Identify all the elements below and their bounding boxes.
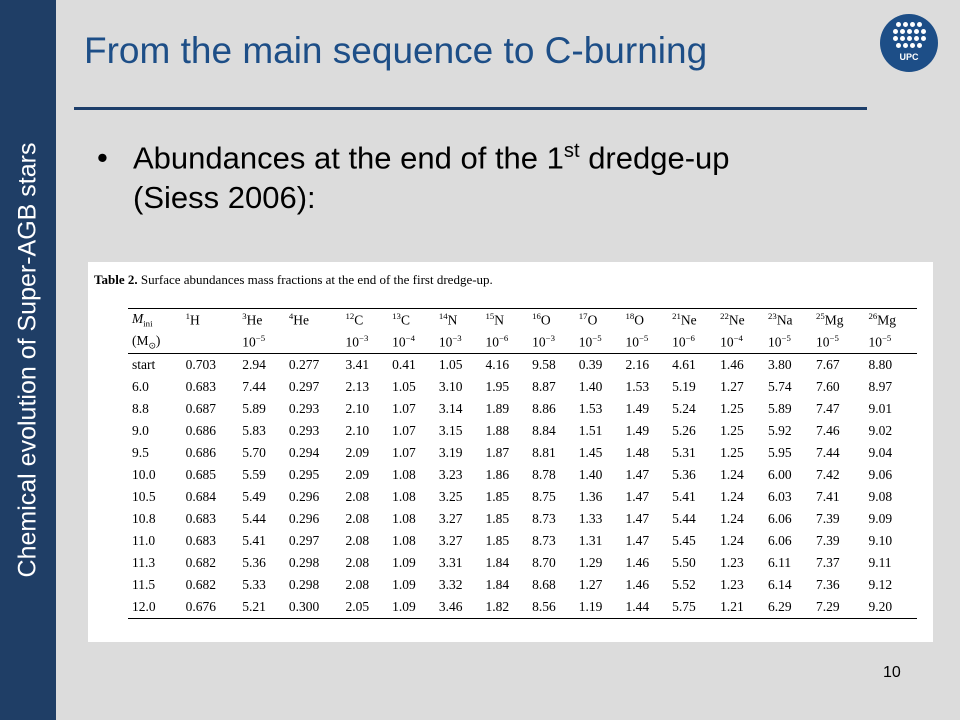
- table-caption-text: Surface abundances mass fractions at the end of the first dredge-up.: [137, 272, 493, 287]
- row-mass: 6.0: [132, 379, 149, 394]
- bullet-text-a: Abundances at the end of the 1: [133, 140, 564, 176]
- table-row: [128, 596, 917, 619]
- table-cell: 0.686: [185, 445, 217, 460]
- mass-unit-sub: ⊙: [148, 340, 156, 351]
- table-cell: 1.23: [720, 555, 744, 570]
- table-cell: 8.87: [532, 379, 556, 394]
- table-cell: 0.296: [288, 511, 320, 526]
- table-cell: 0.685: [185, 467, 217, 482]
- column-unit: $10^{-6}$: [668, 331, 716, 354]
- table-cell: 2.08: [345, 533, 370, 548]
- table-cell: 9.11: [868, 555, 892, 570]
- table-cell: 0.41: [392, 357, 416, 372]
- table-cell: 9.04: [868, 445, 893, 460]
- column-header: $^{26}$Mg: [864, 309, 917, 332]
- row-mass: 10.0: [132, 467, 156, 482]
- table-cell: 1.27: [720, 379, 744, 394]
- table-cell: 0.297: [288, 379, 320, 394]
- table-cell: 1.08: [392, 511, 416, 526]
- table-cell: 8.81: [532, 445, 556, 460]
- table-cell: 1.46: [720, 357, 744, 372]
- slide-title: From the main sequence to C-burning: [84, 30, 708, 71]
- upc-logo: [880, 14, 938, 72]
- logo-dot: [907, 29, 912, 34]
- table-cell: 1.45: [578, 445, 603, 460]
- table-cell: 0.683: [185, 511, 217, 526]
- table-cell: 1.21: [716, 596, 764, 619]
- table-cell: 1.33: [578, 511, 603, 526]
- table-unit-row: [128, 331, 917, 354]
- table-cell: 1.47: [625, 511, 650, 526]
- table-cell: 7.39: [816, 511, 840, 526]
- abundance-table: [128, 308, 917, 619]
- column-header: $^1$H: [182, 309, 239, 332]
- table-cell: 1.85: [485, 533, 510, 548]
- logo-dot: [896, 22, 901, 27]
- table-cell: 1.46: [625, 577, 650, 592]
- table-cell: 1.51: [578, 423, 603, 438]
- table-cell: 3.41: [345, 357, 370, 372]
- row-mass: 11.3: [132, 555, 156, 570]
- table-cell: 8.78: [532, 467, 556, 482]
- row-mass: start: [132, 357, 156, 372]
- table-cell: 0.684: [185, 489, 217, 504]
- table-cell: 3.80: [768, 357, 792, 372]
- column-header: $^4$He: [285, 309, 342, 332]
- table-cell: 7.41: [816, 489, 840, 504]
- table-cell: 5.44: [242, 511, 266, 526]
- column-unit: $10^{-3}$: [435, 331, 482, 354]
- column-unit: $10^{-5}$: [764, 331, 812, 354]
- table-cell: 0.293: [288, 423, 320, 438]
- table-cell: 1.24: [720, 533, 744, 548]
- table-cell: 8.84: [532, 423, 556, 438]
- table-cell: 2.09: [345, 467, 370, 482]
- column-header: $^{13}$C: [388, 309, 435, 332]
- table-cell: 0.682: [185, 555, 217, 570]
- table-cell: 3.23: [438, 467, 463, 482]
- table-cell: 5.70: [242, 445, 266, 460]
- table-cell: 5.45: [672, 533, 696, 548]
- table-caption-label: Table 2.: [94, 272, 138, 287]
- table-cell: 1.24: [720, 467, 744, 482]
- column-unit: [182, 331, 239, 354]
- table-row: [128, 442, 917, 464]
- column-header: $^{25}$Mg: [812, 309, 864, 332]
- table-cell: 0.297: [288, 533, 320, 548]
- table-cell: 0.295: [288, 467, 320, 482]
- table-cell: 5.36: [242, 555, 266, 570]
- bullet-line-2: (Siess 2006):: [133, 180, 316, 215]
- row-mass: 8.8: [132, 401, 149, 416]
- mass-unit: [128, 331, 182, 354]
- table-cell: 5.41: [672, 489, 696, 504]
- table-header-row: [128, 309, 917, 332]
- table-cell: 7.37: [816, 555, 840, 570]
- table-row: [128, 420, 917, 442]
- mass-unit-pre: (M: [132, 332, 149, 348]
- table-cell: 6.11: [768, 555, 792, 570]
- table-cell: 4.61: [672, 357, 696, 372]
- column-unit: $10^{-3}$: [528, 331, 575, 354]
- table-cell: 1.25: [720, 401, 744, 416]
- table-cell: 0.300: [285, 596, 342, 619]
- table-cell: 9.02: [868, 423, 893, 438]
- table-cell: 1.48: [625, 445, 650, 460]
- table-cell: 7.46: [816, 423, 840, 438]
- table-row: [128, 530, 917, 552]
- table-cell: 2.16: [625, 357, 650, 372]
- table-cell: 5.75: [668, 596, 716, 619]
- table-cell: 3.19: [438, 445, 463, 460]
- table-cell: 1.86: [485, 467, 510, 482]
- table-cell: 1.36: [578, 489, 603, 504]
- abundance-table-image: [88, 262, 933, 642]
- column-header: $^{21}$Ne: [668, 309, 716, 332]
- table-cell: 1.47: [625, 489, 650, 504]
- table-cell: 6.06: [768, 511, 792, 526]
- table-cell: 1.08: [392, 467, 416, 482]
- table-cell: 1.08: [392, 489, 416, 504]
- row-mass: 11.0: [132, 533, 156, 548]
- table-cell: 5.24: [672, 401, 696, 416]
- column-unit: $10^{-6}$: [481, 331, 528, 354]
- column-header: $^{15}$N: [481, 309, 528, 332]
- table-cell: 1.07: [392, 445, 416, 460]
- logo-dot: [917, 43, 922, 48]
- table-cell: 1.53: [625, 379, 650, 394]
- table-cell: 1.40: [578, 467, 603, 482]
- table-cell: 2.08: [345, 489, 370, 504]
- column-unit: [285, 331, 342, 354]
- table-cell: 5.89: [242, 401, 266, 416]
- column-header: $^{17}$O: [575, 309, 622, 332]
- table-cell: 1.07: [392, 401, 416, 416]
- mass-symbol: M: [132, 311, 144, 327]
- table-cell: 9.58: [532, 357, 556, 372]
- table-cell: 0.39: [578, 357, 603, 372]
- table-row: [128, 376, 917, 398]
- table-cell: 7.47: [816, 401, 840, 416]
- table-cell: 0.687: [185, 401, 217, 416]
- table-cell: 1.40: [578, 379, 603, 394]
- row-mass: 10.5: [132, 489, 156, 504]
- table-cell: 6.14: [768, 577, 792, 592]
- table-cell: 1.23: [720, 577, 744, 592]
- logo-dot: [921, 29, 926, 34]
- table-cell: 7.67: [816, 357, 840, 372]
- logo-dot: [907, 36, 912, 41]
- title-underline: [74, 107, 867, 110]
- bullet-text-b: dredge-up: [579, 140, 730, 176]
- bullet-line-1: [133, 140, 730, 176]
- table-cell: 2.05: [342, 596, 389, 619]
- logo-dot: [921, 36, 926, 41]
- table-row: [128, 486, 917, 508]
- table-cell: 7.39: [816, 533, 840, 548]
- table-cell: 5.19: [672, 379, 696, 394]
- table-cell: 8.73: [532, 511, 556, 526]
- table-cell: 5.44: [672, 511, 696, 526]
- table-cell: 1.05: [438, 357, 463, 372]
- table-cell: 1.85: [485, 511, 510, 526]
- table-caption: [94, 272, 493, 288]
- table-cell: 8.73: [532, 533, 556, 548]
- table-cell: 4.16: [485, 357, 510, 372]
- table-cell: 9.06: [868, 467, 893, 482]
- column-unit: $10^{-4}$: [716, 331, 764, 354]
- table-cell: 6.29: [764, 596, 812, 619]
- table-cell: 1.84: [485, 577, 510, 592]
- row-mass: 11.5: [132, 577, 156, 592]
- sidebar-band: [0, 0, 56, 720]
- table-cell: 2.08: [345, 577, 370, 592]
- column-unit: $10^{-5}$: [575, 331, 622, 354]
- table-cell: 2.08: [345, 555, 370, 570]
- table-cell: 5.21: [238, 596, 285, 619]
- table-cell: 1.09: [388, 596, 435, 619]
- table-cell: 3.27: [438, 511, 463, 526]
- table-cell: 8.68: [532, 577, 556, 592]
- logo-dot: [893, 29, 898, 34]
- row-mass: 9.5: [132, 445, 149, 460]
- table-cell: 8.80: [868, 357, 893, 372]
- table-cell: 8.75: [532, 489, 556, 504]
- table-cell: 1.25: [720, 423, 744, 438]
- table-cell: 5.41: [242, 533, 266, 548]
- column-unit: $10^{-5}$: [812, 331, 864, 354]
- table-cell: 5.50: [672, 555, 696, 570]
- table-cell: 2.08: [345, 511, 370, 526]
- table-row: [128, 398, 917, 420]
- table-cell: 3.15: [438, 423, 463, 438]
- table-cell: 8.86: [532, 401, 556, 416]
- table-cell: 1.19: [575, 596, 622, 619]
- table-cell: 3.25: [438, 489, 463, 504]
- logo-dot: [893, 36, 898, 41]
- table-cell: 2.09: [345, 445, 370, 460]
- table-cell: 1.05: [392, 379, 416, 394]
- table-cell: 7.44: [242, 379, 266, 394]
- column-unit: $10^{-5}$: [238, 331, 285, 354]
- table-cell: 7.42: [816, 467, 840, 482]
- table-cell: 9.01: [868, 401, 893, 416]
- table-cell: 5.95: [768, 445, 792, 460]
- table-cell: 5.33: [242, 577, 266, 592]
- table-cell: 1.25: [720, 445, 744, 460]
- table-cell: 9.08: [868, 489, 893, 504]
- table-cell: 9.10: [868, 533, 893, 548]
- logo-dot: [914, 29, 919, 34]
- column-header: $^{12}$C: [342, 309, 389, 332]
- table-cell: 1.07: [392, 423, 416, 438]
- logo-dot: [903, 22, 908, 27]
- table-cell: 3.14: [438, 401, 463, 416]
- table-cell: 5.49: [242, 489, 266, 504]
- table-cell: 1.53: [578, 401, 603, 416]
- table-cell: 5.89: [768, 401, 792, 416]
- table-cell: 7.36: [816, 577, 840, 592]
- column-header: $^{14}$N: [435, 309, 482, 332]
- table-cell: 9.20: [864, 596, 917, 619]
- table-cell: 7.44: [816, 445, 840, 460]
- table-cell: 1.85: [485, 489, 510, 504]
- table-cell: 8.56: [528, 596, 575, 619]
- table-cell: 0.294: [288, 445, 320, 460]
- table-cell: 1.88: [485, 423, 510, 438]
- table-cell: 2.94: [242, 357, 266, 372]
- table-cell: 3.10: [438, 379, 463, 394]
- table-cell: 1.09: [392, 577, 416, 592]
- table-cell: 0.703: [185, 357, 217, 372]
- table-cell: 3.27: [438, 533, 463, 548]
- table-cell: 8.70: [532, 555, 556, 570]
- row-mass: 10.8: [132, 511, 156, 526]
- table-cell: 1.44: [621, 596, 668, 619]
- logo-dot: [914, 36, 919, 41]
- column-header: $^3$He: [238, 309, 285, 332]
- table-cell: 0.298: [288, 577, 320, 592]
- logo-dot: [900, 36, 905, 41]
- logo-dot: [910, 22, 915, 27]
- table-row: [128, 464, 917, 486]
- table-cell: 2.10: [345, 401, 370, 416]
- table-cell: 1.08: [392, 533, 416, 548]
- table-cell: 1.27: [578, 577, 603, 592]
- table-cell: 1.47: [625, 533, 650, 548]
- logo-dot: [910, 43, 915, 48]
- table-cell: 6.00: [768, 467, 792, 482]
- mass-column-header: [128, 309, 182, 332]
- column-unit: $10^{-3}$: [342, 331, 389, 354]
- table-cell: 1.89: [485, 401, 510, 416]
- table-row: [128, 552, 917, 574]
- column-header: $^{22}$Ne: [716, 309, 764, 332]
- table-cell: 1.95: [485, 379, 510, 394]
- table-cell: 1.24: [720, 511, 744, 526]
- table-cell: 1.49: [625, 423, 650, 438]
- table-cell: 1.31: [578, 533, 603, 548]
- table-cell: 7.29: [812, 596, 864, 619]
- table-cell: 6.06: [768, 533, 792, 548]
- table-cell: 0.686: [185, 423, 217, 438]
- table-row: [128, 508, 917, 530]
- table-cell: 5.74: [768, 379, 792, 394]
- table-cell: 0.683: [185, 533, 217, 548]
- logo-dot: [896, 43, 901, 48]
- table-cell: 1.29: [578, 555, 603, 570]
- column-header: $^{23}$Na: [764, 309, 812, 332]
- table-cell: 2.10: [345, 423, 370, 438]
- table-row: [128, 354, 917, 377]
- logo-dot: [903, 43, 908, 48]
- table-cell: 5.36: [672, 467, 696, 482]
- logo-dot: [917, 22, 922, 27]
- column-header: $^{18}$O: [621, 309, 668, 332]
- column-unit: $10^{-4}$: [388, 331, 435, 354]
- logo-dot: [900, 29, 905, 34]
- table-cell: 0.298: [288, 555, 320, 570]
- table-cell: 9.12: [868, 577, 893, 592]
- table-cell: 3.32: [438, 577, 463, 592]
- table-cell: 1.09: [392, 555, 416, 570]
- mass-unit-post: ): [155, 332, 161, 348]
- sidebar-title: Chemical evolution of Super-AGB stars: [13, 142, 42, 578]
- table-cell: 0.682: [185, 577, 217, 592]
- row-mass: 12.0: [128, 596, 182, 619]
- table-cell: 0.683: [185, 379, 217, 394]
- table-cell: 1.47: [625, 467, 650, 482]
- table-cell: 5.83: [242, 423, 266, 438]
- table-cell: 1.49: [625, 401, 650, 416]
- logo-text: UPC: [899, 52, 919, 62]
- table-cell: 5.52: [672, 577, 696, 592]
- table-cell: 0.277: [288, 357, 320, 372]
- table-cell: 7.60: [816, 379, 840, 394]
- table-cell: 5.59: [242, 467, 266, 482]
- table-cell: 2.13: [345, 379, 370, 394]
- table-cell: 1.46: [625, 555, 650, 570]
- table-cell: 8.97: [868, 379, 893, 394]
- table-cell: 1.24: [720, 489, 744, 504]
- page-number: 10: [883, 664, 901, 681]
- mass-subscript: ini: [143, 318, 153, 329]
- table-cell: 1.82: [481, 596, 528, 619]
- table-cell: 0.296: [288, 489, 320, 504]
- bullet-superscript: st: [563, 140, 580, 162]
- table-cell: 0.676: [182, 596, 239, 619]
- table-cell: 1.84: [485, 555, 510, 570]
- table-cell: 9.09: [868, 511, 893, 526]
- row-mass: 9.0: [132, 423, 149, 438]
- table-cell: 5.31: [672, 445, 696, 460]
- table-cell: 5.26: [672, 423, 696, 438]
- column-unit: $10^{-5}$: [864, 331, 917, 354]
- table-cell: 5.92: [768, 423, 792, 438]
- table-cell: 3.31: [438, 555, 463, 570]
- table-cell: 3.46: [435, 596, 482, 619]
- column-header: $^{16}$O: [528, 309, 575, 332]
- table-cell: 0.293: [288, 401, 320, 416]
- table-row: [128, 574, 917, 596]
- table-cell: 1.87: [485, 445, 510, 460]
- bullet-icon: •: [97, 140, 108, 175]
- column-unit: $10^{-5}$: [621, 331, 668, 354]
- table-cell: 6.03: [768, 489, 792, 504]
